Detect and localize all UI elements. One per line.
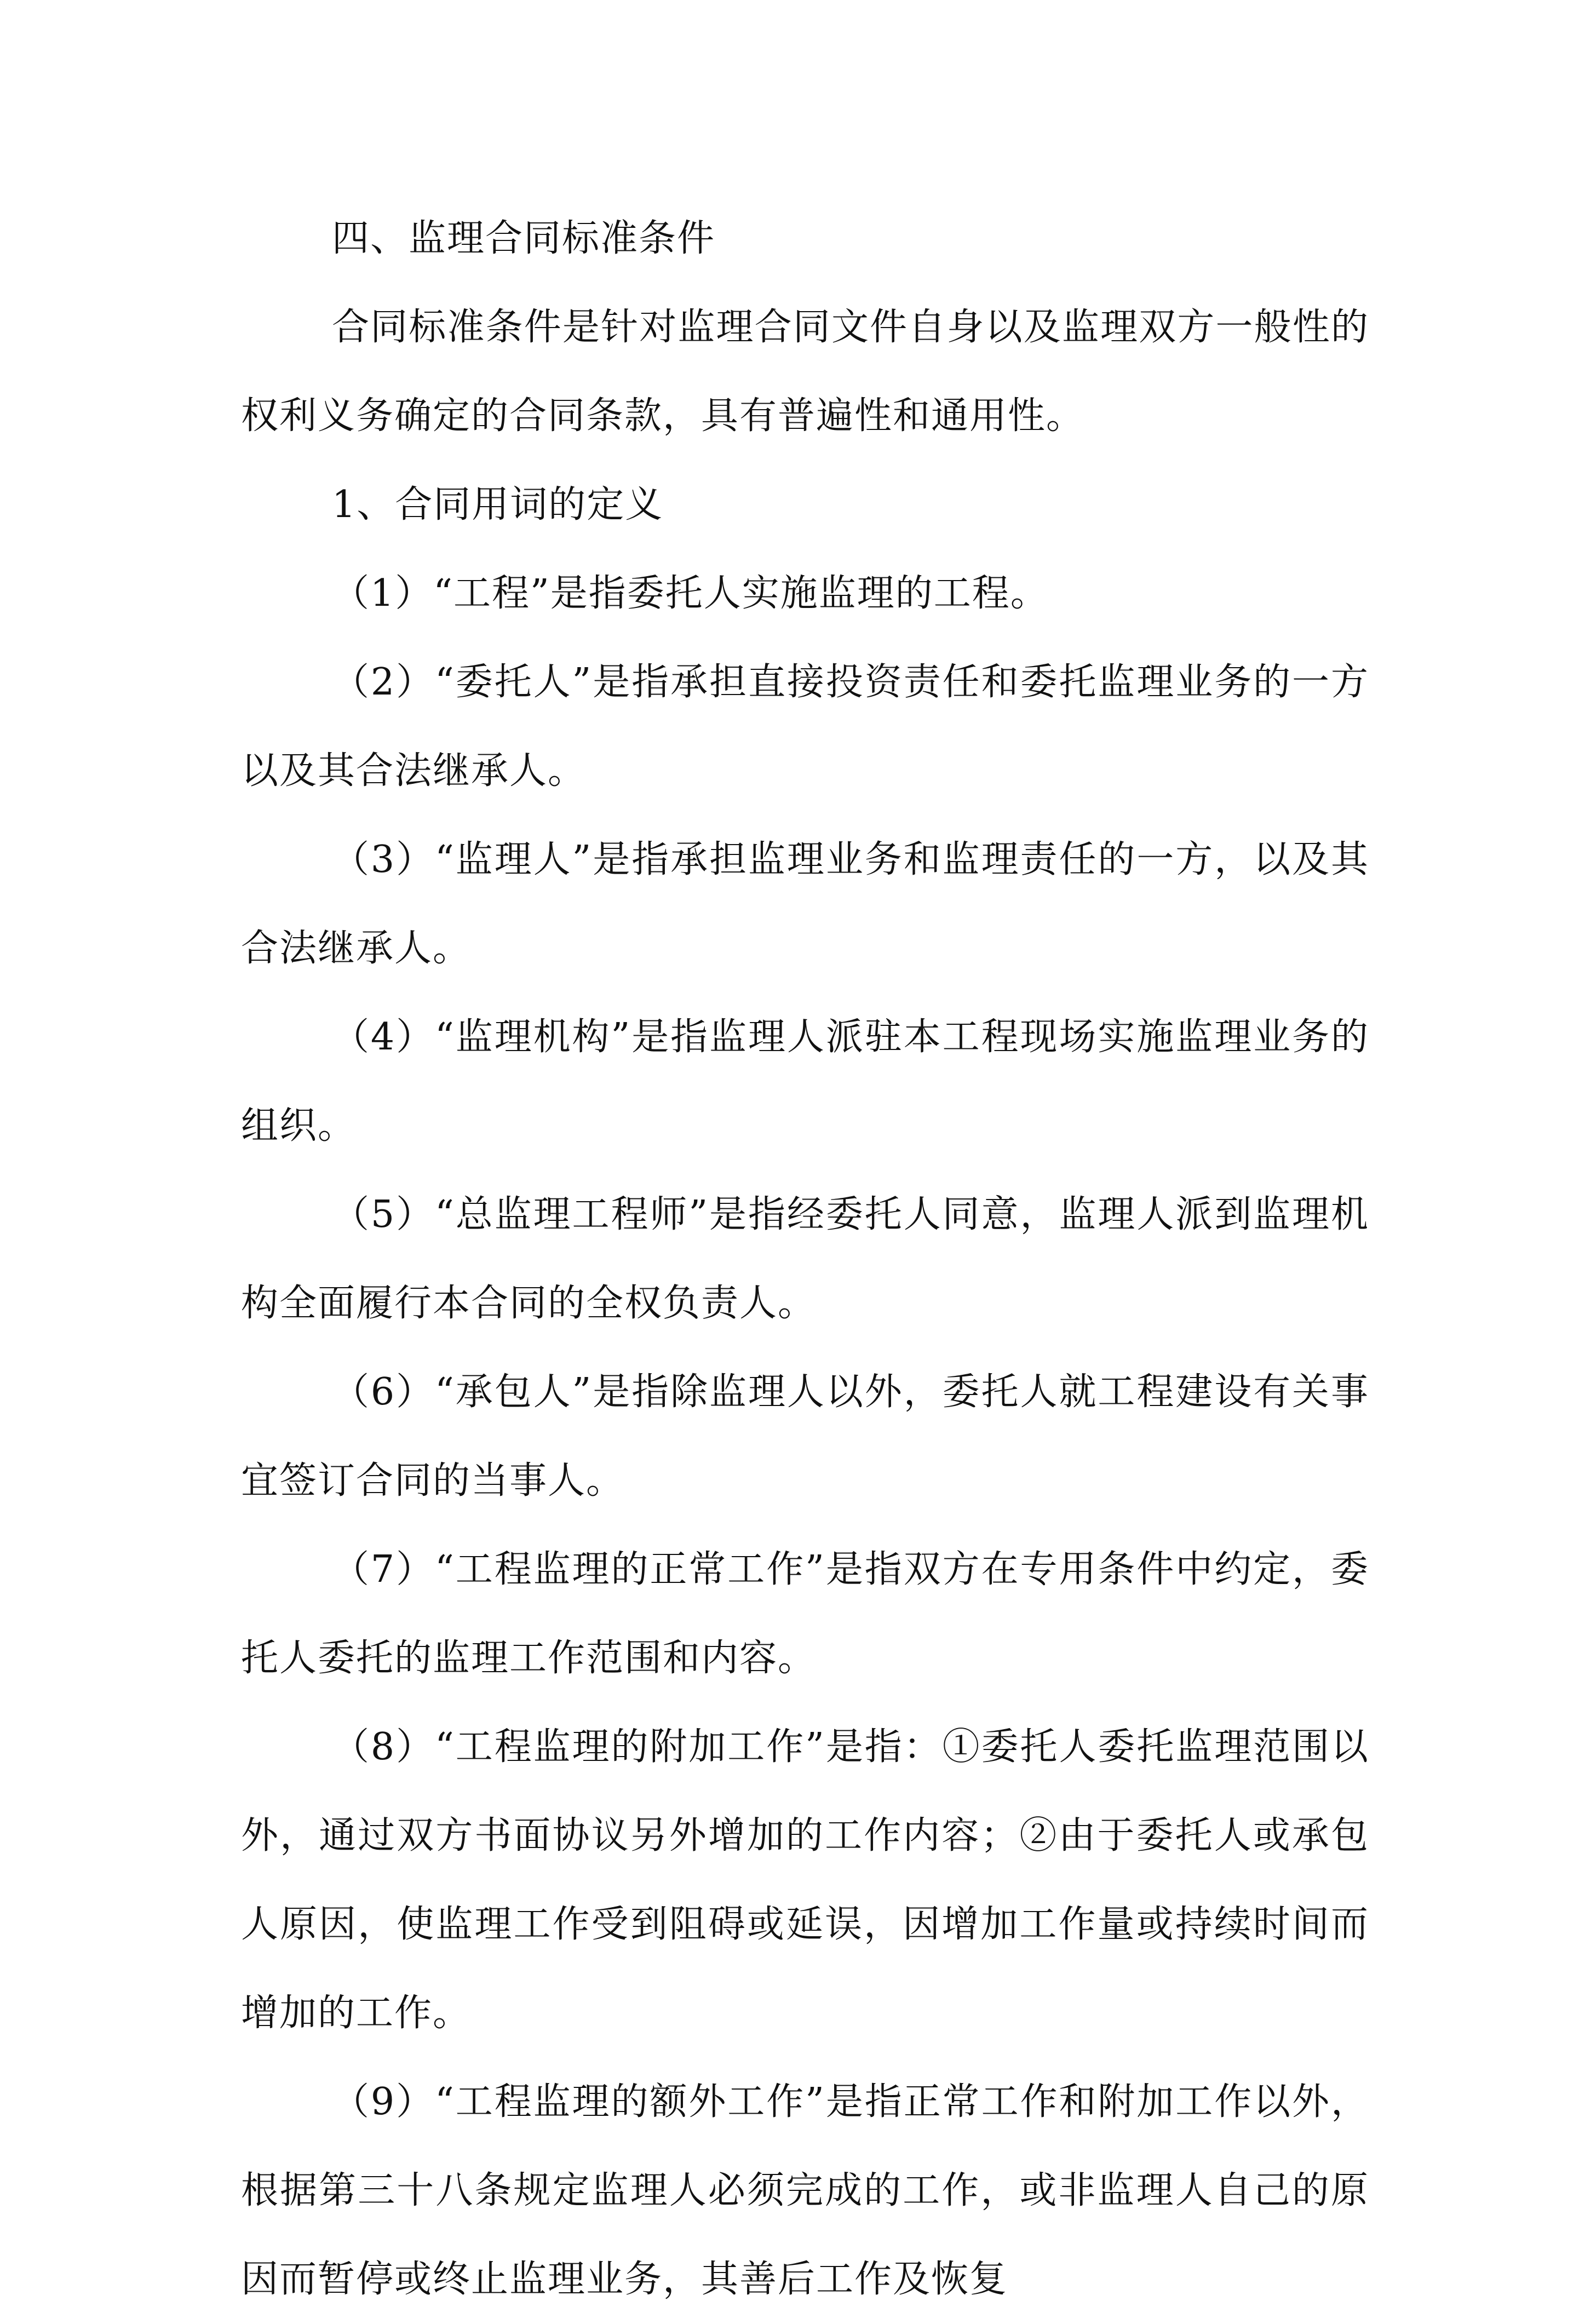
intro-paragraph: 合同标准条件是针对监理合同文件自身以及监理双方一般性的权利义务确定的合同条款，具有普遍性和通用性。: [241, 306, 1369, 438]
definition-item-4: （4）“监理机构”是指监理人派驻本工程现场实施监理业务的组织。: [241, 1015, 1369, 1147]
definition-item-6: （6）“承包人”是指除监理人以外，委托人就工程建设有关事宜签订合同的当事人。: [241, 1370, 1369, 1502]
document-body: [241, 194, 1369, 2324]
definition-item-5: （5）“总监理工程师”是指经委托人同意，监理人派到监理机构全面履行本合同的全权负责人。: [241, 1193, 1369, 1325]
definition-item-8: （8）“工程监理的附加工作”是指：①委托人委托监理范围以外，通过双方书面协议另外增加的工作内容；②由于委托人或承包人原因，使监理工作受到阻碍或延误，因增加工作量或持续时间而增加的工作。: [241, 1725, 1369, 2035]
definition-item-2: （2）“委托人”是指承担直接投资责任和委托监理业务的一方以及其合法继承人。: [241, 661, 1369, 793]
definition-item-1: （1）“工程”是指委托人实施监理的工程。: [332, 572, 1049, 615]
definition-item-9: （9）“工程监理的额外工作”是指正常工作和附加工作以外，根据第三十八条规定监理人必须完成的工作，或非监理人自己的原因而暂停或终止监理业务，其善后工作及恢复: [241, 2080, 1369, 2301]
definition-item-7: （7）“工程监理的正常工作”是指双方在专用条件中约定，委托人委托的监理工作范围和内容。: [241, 1548, 1369, 1680]
subsection-heading: 1、合同用词的定义: [332, 483, 664, 526]
section-heading: 四、监理合同标准条件: [332, 217, 716, 260]
definition-item-3: （3）“监理人”是指承担监理业务和监理责任的一方，以及其合法继承人。: [241, 838, 1369, 970]
